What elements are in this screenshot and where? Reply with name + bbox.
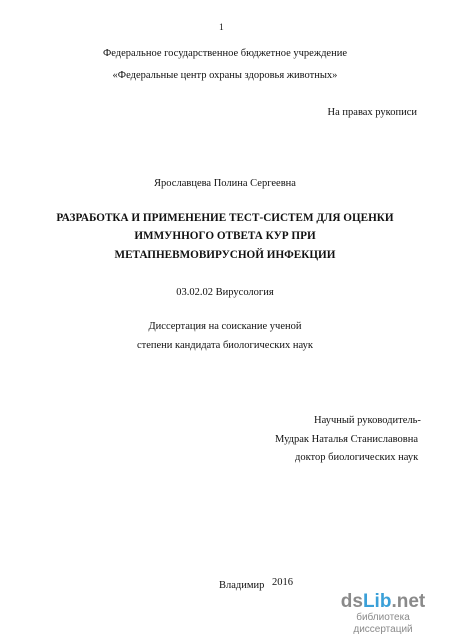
rights-note: На правах рукописи: [327, 107, 417, 118]
specialty-code: 03.02.02 Вирусология: [176, 287, 274, 298]
page-number: 1: [219, 23, 224, 33]
dslib-subtitle: библиотека диссертаций: [353, 612, 413, 635]
supervisor-name: Мудрак Наталья Станиславовна: [275, 434, 418, 445]
thesis-title-line-3: МЕТАПНЕВМОВИРУСНОЙ ИНФЕКЦИИ: [114, 249, 336, 261]
logo-net: .net: [391, 591, 426, 612]
city: Владимир: [219, 580, 265, 591]
supervisor-label: Научный руководитель-: [314, 415, 421, 426]
supervisor-degree: доктор биологических наук: [295, 452, 419, 463]
dissertation-type-line-2: степени кандидата биологических наук: [136, 340, 313, 351]
thesis-title-line-1: РАЗРАБОТКА И ПРИМЕНЕНИЕ ТЕСТ-СИСТЕМ ДЛЯ ОЦЕНКИ: [56, 212, 394, 224]
logo-ds: ds: [340, 591, 363, 612]
organization-line-2: «Федеральные центр охраны здоровья животных»: [112, 70, 338, 81]
logo-lib: Lib: [362, 591, 392, 612]
year-partially-hidden: 2016: [272, 577, 293, 588]
thesis-title-line-2: ИММУННОГО ОТВЕТА КУР ПРИ: [134, 230, 316, 242]
dslib-watermark[interactable]: [328, 591, 438, 635]
organization-line-1: Федеральное государственное бюджетное учреждение: [102, 48, 347, 59]
dslib-logo: [328, 591, 438, 612]
author-name: Ярославцева Полина Сергеевна: [154, 178, 296, 189]
dissertation-type-line-1: Диссертация на соискание ученой: [148, 321, 302, 332]
